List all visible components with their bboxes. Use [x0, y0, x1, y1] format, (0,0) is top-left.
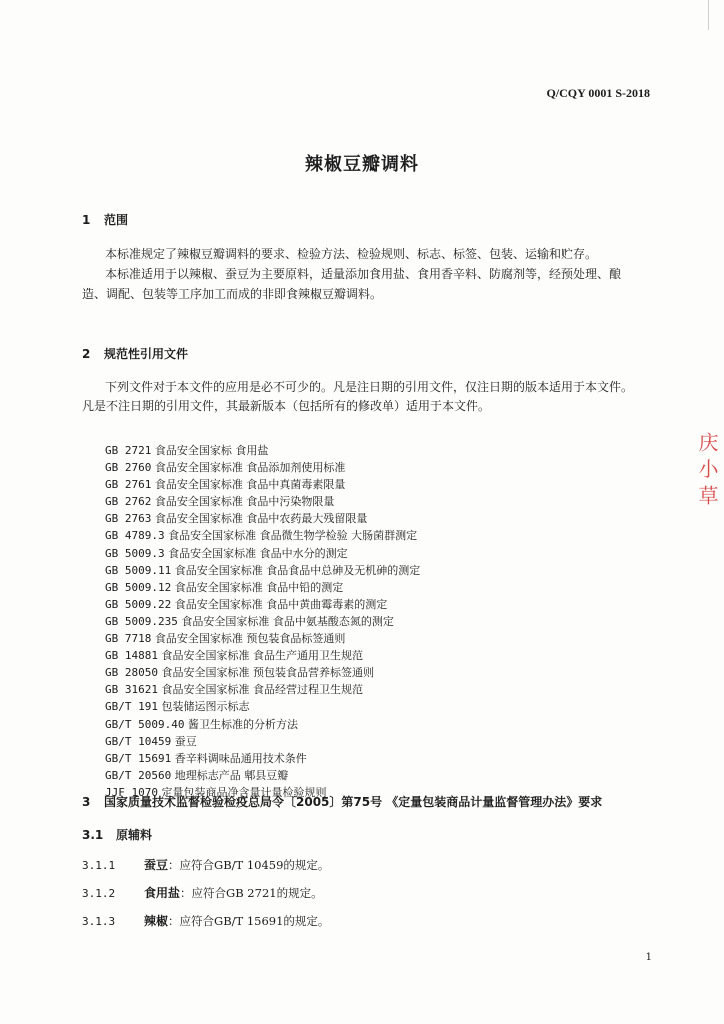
clause-text: ：应符合GB/T 15691的规定。	[168, 914, 330, 928]
clause-3-1-2	[82, 884, 323, 901]
clause-number: 3.1.2	[82, 887, 116, 900]
clause-term: 蚕豆	[144, 858, 169, 872]
reference-title: 食品安全国家标准 食品中氨基酸态氮的测定	[181, 614, 394, 628]
reference-code: GB 5009.12	[105, 580, 172, 594]
reference-code: GB 5009.235	[105, 614, 178, 628]
clause-number: 3.1.3	[82, 915, 116, 928]
section-title: 原辅料	[116, 828, 153, 842]
reference-item	[105, 716, 420, 733]
clause-3-1-1	[82, 856, 329, 873]
clause-3-1-3	[82, 912, 329, 929]
reference-item	[105, 767, 420, 784]
section-1-heading	[82, 211, 128, 228]
clause-term: 食用盐	[144, 886, 181, 900]
reference-title: 定量包装商品净含量计量检验规则	[161, 785, 327, 799]
reference-code: GB/T 10459	[105, 734, 172, 748]
reference-code: GB 28050	[105, 666, 158, 680]
reference-code: GB 5009.22	[105, 597, 172, 611]
reference-code: GB 5009.11	[105, 563, 172, 577]
paragraph: 下列文件对于本文件的应用是必不可少的。凡是注日期的引用文件，仅注日期的版本适用于本文件。	[105, 380, 634, 394]
reference-code: GB 5009.3	[105, 546, 165, 560]
reference-list	[105, 442, 420, 801]
reference-item	[105, 733, 420, 750]
seal-stamp: 庆 小 草	[695, 432, 719, 505]
reference-title: 蚕豆	[174, 734, 197, 748]
section-number: 1	[82, 213, 91, 227]
reference-item	[105, 527, 420, 544]
reference-title: 食品安全国家标准 食品微生物学检验 大肠菌群测定	[168, 529, 418, 543]
reference-code: GB/T 5009.40	[105, 717, 185, 731]
reference-code: GB 7718	[105, 632, 152, 646]
reference-title: 酱卫生标准的分析方法	[187, 717, 298, 731]
section-2-heading	[82, 345, 188, 362]
standard-code: Q/CQY 0001 S-2018	[546, 86, 650, 100]
reference-item	[105, 442, 420, 459]
reference-code: GB/T 191	[105, 700, 158, 714]
reference-item	[105, 476, 420, 493]
clause-text: ：应符合GB/T 10459的规定。	[168, 858, 330, 872]
reference-item	[105, 698, 420, 715]
reference-code: GB 2721	[105, 444, 152, 457]
section-title: 范围	[104, 213, 129, 227]
reference-title: 包装储运图示标志	[161, 700, 250, 714]
reference-title: 食品安全国家标准 食品中真菌毒素限量	[154, 478, 346, 492]
reference-title: 食品安全国家标 食用盐	[154, 444, 269, 457]
reference-code: GB 14881	[105, 649, 158, 663]
section-number: 3.1	[82, 828, 104, 842]
reference-code: GB/T 15691	[105, 751, 172, 765]
reference-item	[105, 596, 420, 613]
section-number: 2	[82, 347, 91, 361]
section-3-heading	[82, 793, 602, 810]
reference-title: 地理标志产品 郫县豆瓣	[174, 768, 289, 782]
reference-item	[105, 750, 420, 767]
reference-item	[105, 545, 420, 562]
paragraph: 本标准规定了辣椒豆瓣调料的要求、检验方法、检验规则、标志、标签、包装、运输和贮存。	[105, 247, 598, 261]
reference-item	[105, 562, 420, 579]
reference-item	[105, 681, 420, 698]
reference-code: GB 2761	[105, 478, 152, 492]
reference-item	[105, 664, 420, 681]
reference-title: 食品安全国家标准 食品中黄曲霉毒素的测定	[174, 597, 388, 611]
section-number: 3	[82, 795, 91, 809]
section-title: 规范性引用文件	[104, 347, 189, 361]
reference-item	[105, 493, 420, 510]
section-3-1-heading	[82, 826, 152, 843]
reference-code: GB 4789.3	[105, 529, 165, 543]
scan-mark	[708, 0, 715, 30]
reference-item	[105, 613, 420, 630]
reference-code: GB 2763	[105, 512, 152, 526]
reference-code: JJF 1070	[105, 785, 158, 799]
reference-item	[105, 579, 420, 596]
reference-item	[105, 630, 420, 647]
reference-code: GB 2762	[105, 495, 152, 509]
reference-item	[105, 510, 420, 527]
reference-title: 食品安全国家标准 食品中农药最大残留限量	[154, 512, 368, 526]
clause-term: 辣椒	[144, 914, 169, 928]
paragraph: 本标准适用于以辣椒、蚕豆为主要原料，适量添加食用盐、食用香辛料、防腐剂等，经预处理、酿	[105, 267, 622, 281]
reference-title: 食品安全国家标准 食品中水分的测定	[168, 546, 348, 560]
section-title: 国家质量技术监督检验检疫总局令〔2005〕第75号 《定量包装商品计量监督管理办法》要求	[104, 795, 603, 809]
clause-number: 3.1.1	[82, 859, 116, 872]
reference-title: 食品安全国家标准 食品中铅的测定	[174, 580, 344, 594]
reference-title: 食品安全国家标准 食品经营过程卫生规范	[161, 683, 363, 697]
reference-code: GB 2760	[105, 461, 152, 475]
paragraph: 凡是不注日期的引用文件，其最新版本（包括所有的修改单）适用于本文件。	[82, 399, 491, 413]
page-number: 1	[645, 952, 652, 963]
paragraph: 造、调配、包装等工序加工而成的非即食辣椒豆瓣调料。	[82, 287, 383, 301]
reference-title: 食品安全国家标准 食品生产通用卫生规范	[161, 649, 363, 663]
reference-title: 食品安全国家标准 食品添加剂使用标准	[154, 461, 346, 475]
reference-item	[105, 459, 420, 476]
reference-title: 食品安全国家标准 食品中污染物限量	[154, 495, 335, 509]
reference-title: 食品安全国家标准 预包装食品标签通则	[154, 632, 346, 646]
reference-title: 食品安全国家标准 预包装食品营养标签通则	[161, 666, 374, 680]
reference-code: GB 31621	[105, 683, 158, 697]
reference-code: GB/T 20560	[105, 768, 172, 782]
reference-item	[105, 647, 420, 664]
clause-text: ：应符合GB 2721的规定。	[180, 886, 323, 900]
document-title: 辣椒豆瓣调料	[305, 154, 419, 175]
reference-title: 食品安全国家标准 食品食品中总砷及无机砷的测定	[174, 563, 421, 577]
reference-title: 香辛料调味品通用技术条件	[174, 751, 307, 765]
